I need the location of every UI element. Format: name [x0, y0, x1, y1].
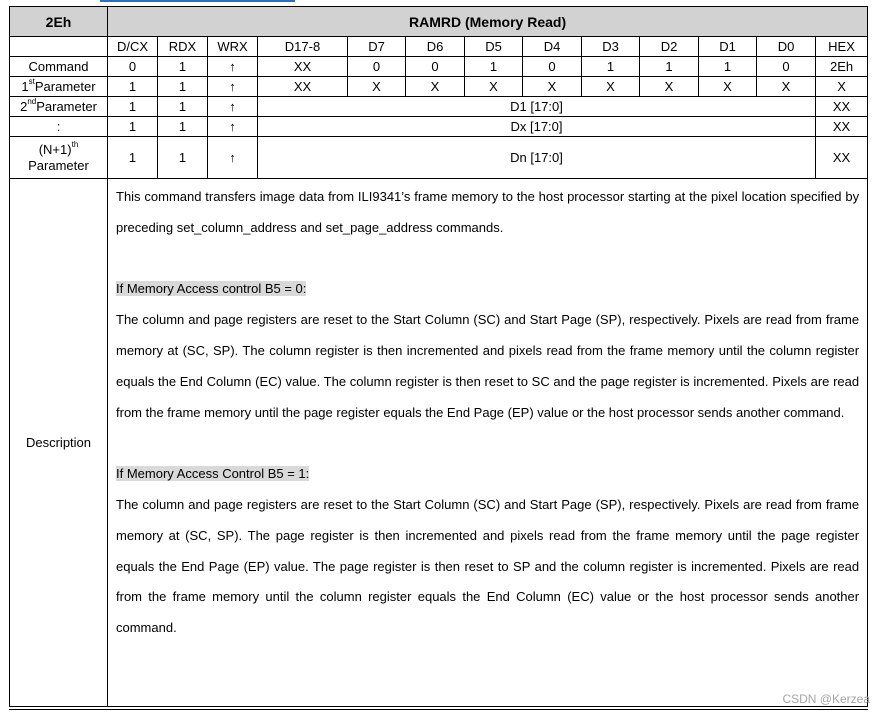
table-cell: 1 — [465, 57, 523, 77]
table-cell: ↑ — [208, 117, 258, 137]
table-cell: X — [465, 77, 523, 97]
paragraph-spacer — [116, 428, 859, 459]
column-header: D17-8 — [258, 37, 348, 57]
column-header: D1 — [699, 37, 757, 57]
row-label-text: Parameter — [36, 98, 97, 114]
column-header: D0 — [757, 37, 816, 57]
column-header: D/CX — [108, 37, 158, 57]
column-header: D7 — [348, 37, 406, 57]
column-header: D5 — [465, 37, 523, 57]
table-cell: X — [640, 77, 699, 97]
row-label: Command — [10, 57, 108, 77]
watermark: CSDN @Kerzea — [782, 692, 870, 706]
row-label-suffix: st — [28, 77, 35, 87]
paragraph-spacer — [116, 244, 859, 275]
table-row-param1 — [10, 77, 868, 97]
row-label — [10, 97, 108, 117]
column-header: D4 — [523, 37, 582, 57]
table-cell: 1 — [158, 117, 208, 137]
command-title: RAMRD (Memory Read) — [108, 7, 868, 37]
table-cell: 1 — [582, 57, 640, 77]
description-label: Description — [10, 179, 108, 707]
table-cell: X — [348, 77, 406, 97]
case-text-b5-1: The column and page registers are reset to the Start Column (SC) and Start Page (SP), respectively. Pixels are read from frame memory at (SC, SP). The page register is then incremented and pixels read from the frame memory until the page register equals the End Page (EP) value. The page register is then reset to SP and the column register is incremented. Pixels are read from the frame memory until the column register equals the End Column (EC) value or the host processor sends another command. — [116, 496, 860, 636]
row-label-text: Parameter — [28, 157, 89, 173]
row-label-suffix: th — [71, 140, 79, 150]
table-cell: 0 — [108, 57, 158, 77]
table-cell: XX — [258, 57, 348, 77]
table-cell: 0 — [757, 57, 816, 77]
description-intro: This command transfers image data from ILI9341’s frame memory to the host processor starting at the pixel location specified by preceding set_column_address and set_page_address commands. — [116, 189, 860, 235]
table-cell: 1 — [108, 77, 158, 97]
table-cell: X — [523, 77, 582, 97]
table-cell: 1 — [158, 137, 208, 179]
table-cell: 1 — [158, 77, 208, 97]
table-cell: 0 — [348, 57, 406, 77]
table-cell: ↑ — [208, 137, 258, 179]
table-cell: ↑ — [208, 97, 258, 117]
table-row-command — [10, 57, 868, 77]
column-header-blank — [10, 37, 108, 57]
table-cell: 2Eh — [816, 57, 868, 77]
table-row-paramx — [10, 117, 868, 137]
data-bits-cell: Dx [17:0] — [258, 117, 816, 137]
column-header: D3 — [582, 37, 640, 57]
command-table — [9, 6, 868, 707]
data-bits-cell: Dn [17:0] — [258, 137, 816, 179]
table-cell: X — [699, 77, 757, 97]
data-bits-cell: D1 [17:0] — [258, 97, 816, 117]
row-label-number: (N+1) — [38, 141, 72, 157]
table-cell: 1 — [699, 57, 757, 77]
row-label-number: 1 — [21, 78, 29, 94]
table-cell: 0 — [406, 57, 465, 77]
case-heading-b5-1 — [116, 459, 859, 490]
column-header: D6 — [406, 37, 465, 57]
table-cell: XX — [816, 137, 868, 179]
highlighted-heading: If Memory Access Control B5 = 1: — [116, 466, 310, 482]
table-cell: 1 — [108, 97, 158, 117]
section-heading-underline — [100, 0, 295, 2]
table-cell: 1 — [108, 137, 158, 179]
row-label-text: Parameter — [34, 78, 96, 94]
row-label-number: 2 — [20, 98, 28, 114]
column-header: WRX — [208, 37, 258, 57]
table-cell: XX — [816, 97, 868, 117]
row-label: : — [10, 117, 108, 137]
column-header: D2 — [640, 37, 699, 57]
row-label-suffix: nd — [27, 97, 37, 107]
table-cell: X — [816, 77, 868, 97]
column-header: RDX — [158, 37, 208, 57]
table-cell: XX — [816, 117, 868, 137]
table-cell: 1 — [158, 97, 208, 117]
page-bottom-rule — [9, 709, 868, 710]
case-heading-b5-0 — [116, 274, 859, 305]
row-label — [10, 77, 108, 97]
table-row-description — [10, 179, 868, 707]
command-code: 2Eh — [10, 7, 108, 37]
table-cell: ↑ — [208, 57, 258, 77]
table-cell: 0 — [523, 57, 582, 77]
table-cell: X — [757, 77, 816, 97]
table-header-row — [10, 7, 868, 37]
table-cell: 1 — [640, 57, 699, 77]
table-row-paramn — [10, 137, 868, 179]
case-text-b5-0: The column and page registers are reset to the Start Column (SC) and Start Page (SP), respectively. Pixels are read from frame memory at (SC, SP). The column register is then incremented and pixels read from the frame memory until the column register equals the End Column (EC) value. The column register is then reset to SC and the page register is incremented. Pixels are read from the frame memory until the page register equals the End Page (EP) value or the host processor sends another command. — [116, 312, 860, 420]
table-row-param2 — [10, 97, 868, 117]
description-body — [108, 179, 868, 707]
table-cell: X — [582, 77, 640, 97]
column-header-row — [10, 37, 868, 57]
table-cell: 1 — [108, 117, 158, 137]
table-cell: 1 — [158, 57, 208, 77]
table-cell: X — [406, 77, 465, 97]
row-label — [10, 137, 108, 179]
table-cell: ↑ — [208, 77, 258, 97]
row-label-line-1 — [10, 142, 107, 158]
column-header: HEX — [816, 37, 868, 57]
highlighted-heading: If Memory Access control B5 = 0: — [116, 281, 307, 297]
table-cell: XX — [258, 77, 348, 97]
